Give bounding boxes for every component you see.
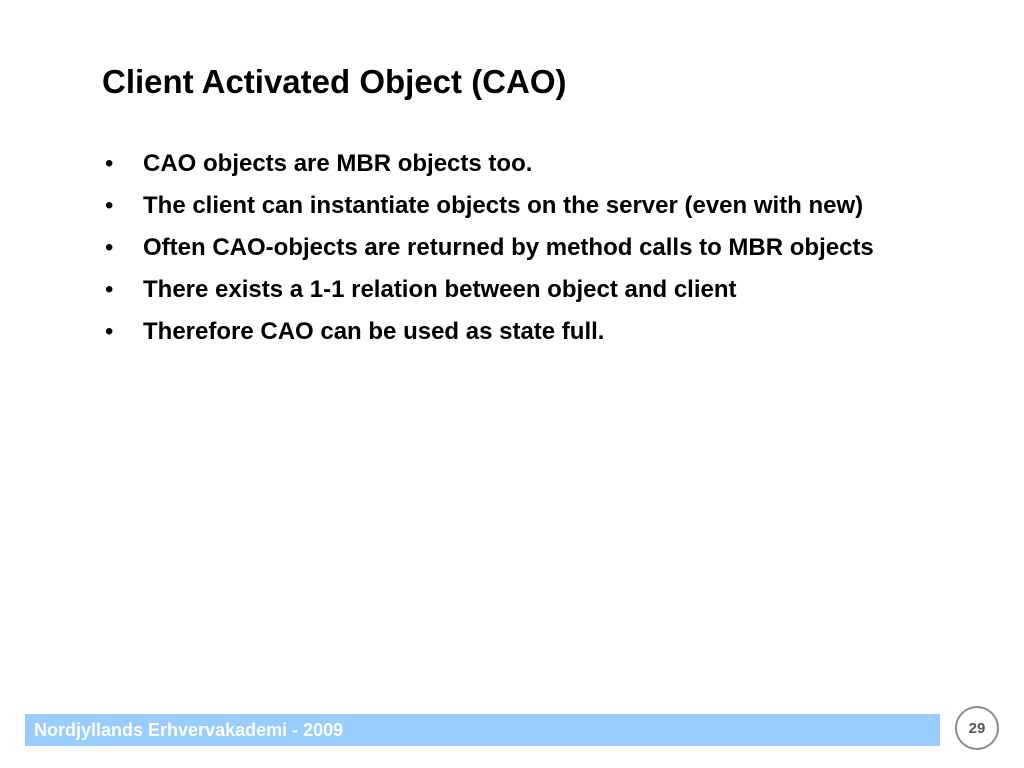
page-number: 29 [968,719,986,737]
bullet-dot-icon: • [105,276,114,303]
footer-text: Nordjyllands Erhvervakademi - 2009 [34,720,344,740]
bullet-dot-icon: • [105,318,114,345]
footer-bar [25,714,940,746]
bullet-text: Therefore CAO can be used as state full. [143,318,605,345]
bullet-item [105,273,935,307]
bullet-dot-icon: • [105,234,114,261]
bullet-dot-icon: • [105,192,114,219]
slide-title: Client Activated Object (CAO) [102,63,567,100]
page-number-badge [955,706,999,750]
bullet-item [105,231,935,265]
bullet-list [105,147,935,357]
bullet-text: There exists a 1-1 relation between object and client [143,276,737,303]
bullet-item [105,189,935,223]
bullet-text: Often CAO-objects are returned by method calls to MBR objects [143,234,874,261]
bullet-item [105,147,935,181]
bullet-dot-icon: • [105,150,114,177]
bullet-text: The client can instantiate objects on the server (even with new) [143,192,864,219]
bullet-text: CAO objects are MBR objects too. [143,150,533,177]
bullet-item [105,315,935,349]
